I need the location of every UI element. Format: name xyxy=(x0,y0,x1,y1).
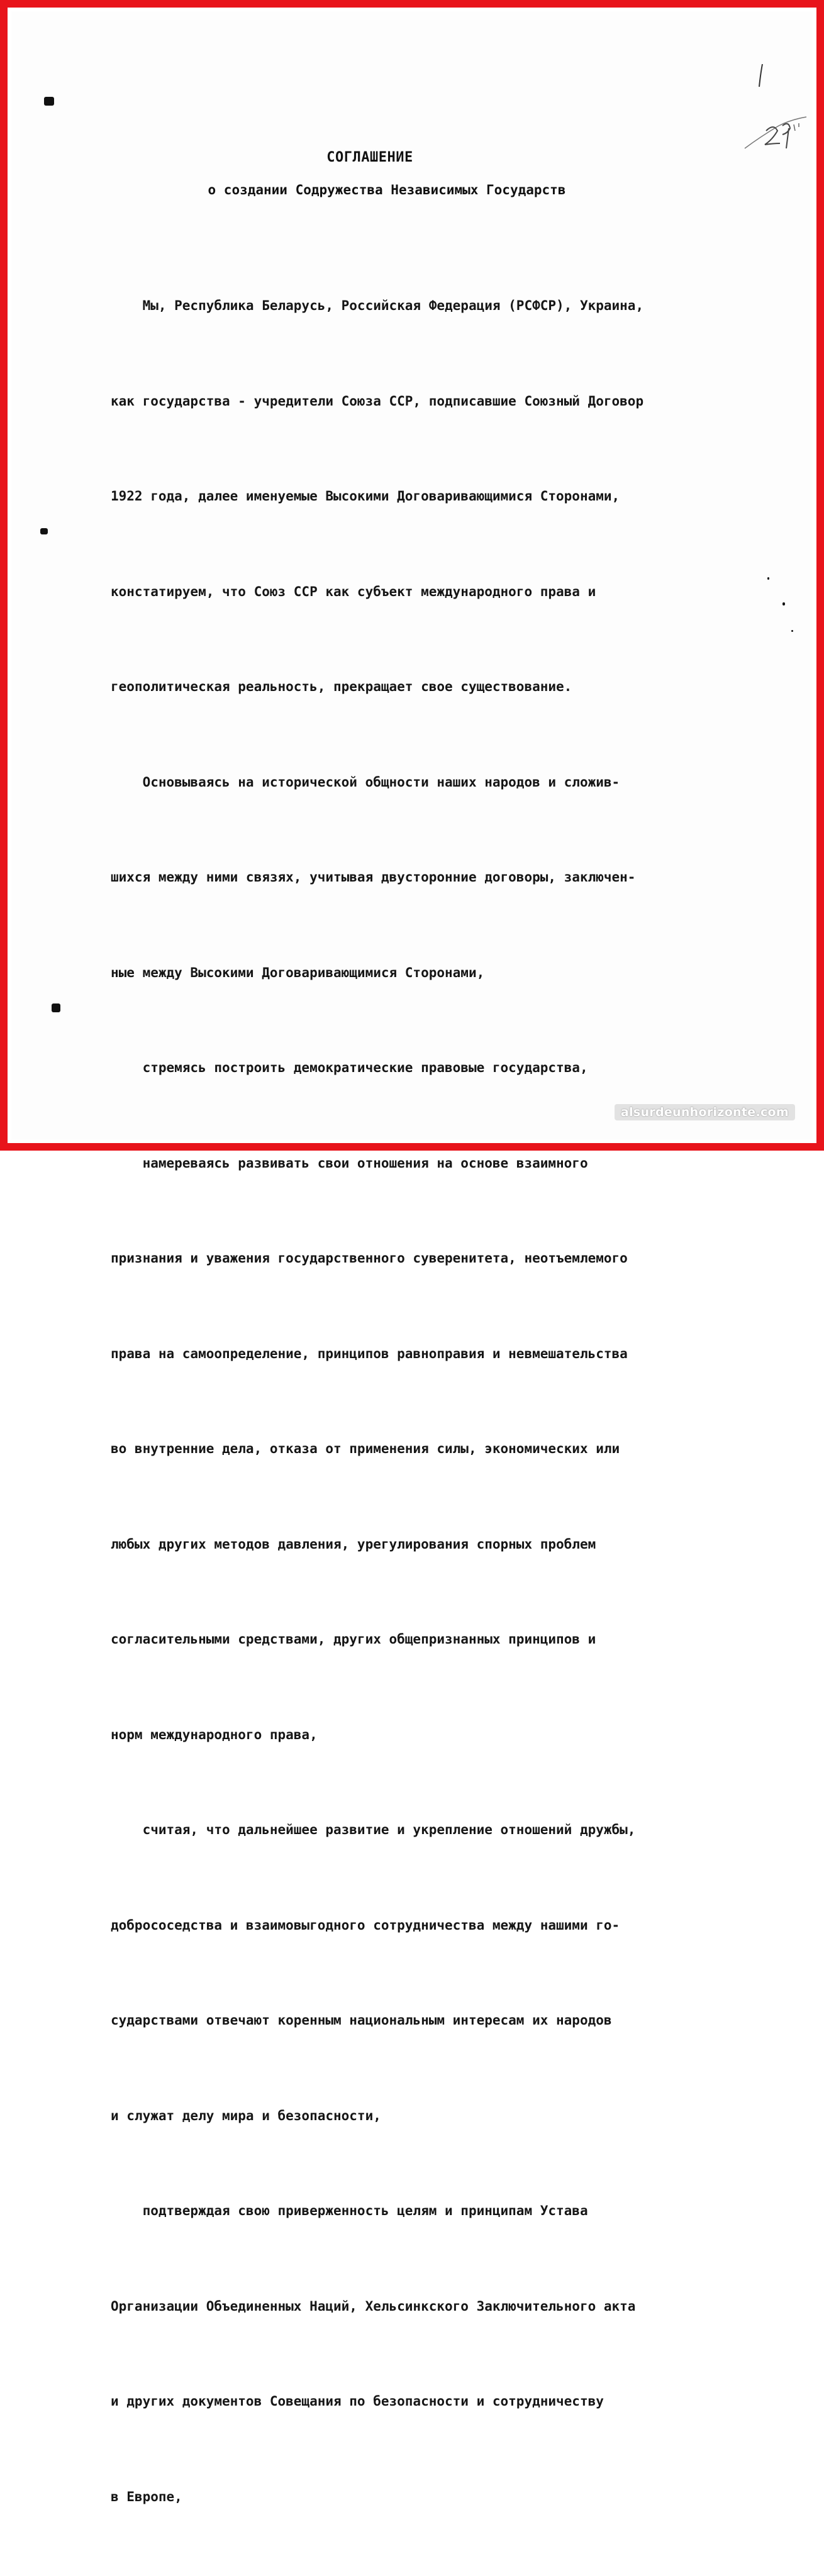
body-line: стремясь построить демократические правовые государства, xyxy=(111,1060,588,1075)
body-line: согласительными средствами, других общепризнанных принципов и xyxy=(111,1632,596,1647)
toner-speck xyxy=(40,528,48,534)
body-line: шихся между ними связях, учитывая двусторонние договоры, заключен- xyxy=(111,870,636,885)
document-page xyxy=(11,11,813,2504)
body-line: Мы, Республика Беларусь, Российская Федерация (РСФСР), Украина, xyxy=(111,298,644,313)
body-line: констатируем, что Союз ССР как субъект международного права и xyxy=(111,583,596,599)
toner-speck xyxy=(52,1003,60,1012)
document-subtitle: о создании Содружества Независимых Государств xyxy=(208,182,566,197)
watermark: alsurdeunhorizonte.com xyxy=(615,1104,795,1120)
body-line: геополитическая реальность, прекращает свое существование. xyxy=(111,679,572,694)
body-line: Основываясь на исторической общности наших народов и сложив- xyxy=(111,774,620,790)
body-line: и служат делу мира и безопасности, xyxy=(111,2108,381,2123)
toner-speck xyxy=(767,577,769,580)
body-line: добрососедства и взаимовыгодного сотрудничества между нашими го- xyxy=(111,1917,620,1933)
toner-speck xyxy=(791,630,793,632)
body-line: намереваясь развивать свои отношения на основе взаимного xyxy=(111,1155,588,1171)
toner-speck xyxy=(782,602,785,605)
body-line: сударствами отвечают коренным национальным интересам их народов xyxy=(111,2013,612,2028)
body-line: признания и уважения государственного суверенитета, неотъемлемого xyxy=(111,1251,628,1266)
handwritten-tick-mark xyxy=(757,63,766,88)
body-line: во внутренние дела, отказа от применения силы, экономических или xyxy=(111,1441,620,1456)
toner-speck xyxy=(44,97,54,106)
body-line: любых других методов давления, урегулирования спорных проблем xyxy=(111,1536,596,1552)
body-line: как государства - учредители Союза ССР, подписавшие Союзный Договор xyxy=(111,393,644,409)
body-line: права на самоопределение, принципов равноправия и невмешательства xyxy=(111,1346,628,1361)
body-line: и других документов Совещания по безопасности и сотрудничеству xyxy=(111,2394,604,2409)
body-line: подтверждая свою приверженность целям и принципам Устава xyxy=(111,2203,588,2218)
body-line: 1922 года, далее именуемые Высокими Договаривающимися Сторонами, xyxy=(111,489,620,504)
body-line: в Европе, xyxy=(111,2489,182,2504)
body-line: считая, что дальнейшее развитие и укрепление отношений дружбы, xyxy=(111,1822,636,1837)
body-line: Организации Объединенных Наций, Хельсинкского Заключительного акта xyxy=(111,2298,636,2314)
body-line: ные между Высокими Договаривающимися Сторонами, xyxy=(111,965,485,980)
document-body xyxy=(111,226,771,2576)
document-title: СОГЛАШЕНИЕ xyxy=(326,150,413,165)
body-line: норм международного права, xyxy=(111,1727,318,1742)
handwritten-page-number xyxy=(741,112,810,156)
